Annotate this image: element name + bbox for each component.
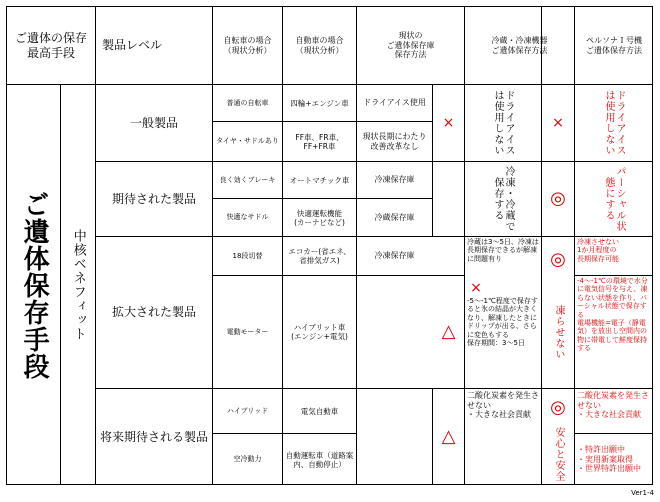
header-persona-method: ペルソナＩ号機 ご遺体保存方法 [586, 35, 642, 55]
car-row-6: ハイブリット車 (エンジン+電気) [291, 323, 348, 341]
bicycle-row-6: 電動モーター [226, 327, 269, 336]
car-row-8: 自動運転車（道路案 内、自動停止） [285, 450, 354, 469]
header-cooler-method: 冷蔵・冷凍機器 ご遺体保存方法 [491, 35, 548, 55]
level-potential: 将来期待される製品 [100, 429, 208, 444]
cooler-augmented-cross-icon: × [470, 279, 482, 296]
bicycle-row-8: 空冷動力 [233, 455, 262, 464]
cooler-augmented-triangle-icon: △ [441, 321, 456, 343]
persona-augmented-text-2: -4～-1℃の環境で水分に電気信号を与え、凍らない状態を作り、パーシャル状態で保存する 電場機能=電子（静電気）を放出し空間内の物に帯電して鮮度保持する [577, 277, 648, 353]
persona-augmented-vertical: 凍らせない [553, 304, 564, 360]
cooler-potential-triangle-icon: △ [441, 426, 456, 448]
cooler-augmented-text: 冷蔵は3～5日、冷凍は長期保存できるが解凍に問題有り [467, 238, 539, 263]
header-max-method: ご遺体の保存 最高手段 [14, 31, 87, 60]
version-label: Ver1-4 [631, 489, 654, 498]
car-row-4: 快適運転機能 (カーナビなど) [294, 208, 345, 227]
header-car: 自動車の場合 （現状分析） [295, 35, 344, 55]
level-expected: 期待された製品 [111, 191, 196, 206]
cooler-potential-text: 二酸化炭素を発生させない ・大きな社会貢献 [467, 391, 539, 420]
bicycle-row-4: 快適なサドル [226, 213, 269, 222]
sub-label: 中核ベネフィット [70, 229, 86, 341]
persona-potential-text-1: 二酸化炭素を発生させない ・大きな社会貢献 [577, 391, 649, 420]
persona-augmented-text-1: 冷凍させない 1か月程度の 長期保存可能 [577, 238, 619, 263]
cooler-augmented-detail: -5～-1℃程度で保存すると氷の結晶が大きくなり、解凍したときにドリップが出る、さらに変色もする 保存期間：3～5日 [467, 297, 538, 347]
cooler-general-text: ドライアイスは使用しない [492, 90, 514, 156]
current-row-2: 現状長期にわたり 改善改革なし [362, 131, 427, 151]
persona-general-cross-icon: × [552, 114, 564, 131]
bicycle-row-2: タイヤ・サドルあり [216, 137, 279, 146]
persona-potential-text-2: ・特許出願中 ・実用新案取得 ・世界特許出願中 [577, 445, 641, 474]
persona-augmented-double-circle-icon: ◎ [550, 249, 566, 271]
car-row-7: 電気自動車 [300, 406, 339, 416]
level-general: 一般製品 [129, 115, 178, 130]
car-row-2: FF車、FR車、 FF+FR車 [295, 132, 344, 151]
bicycle-row-7: ハイブリッド [226, 406, 269, 415]
persona-expected-text: パーシャル状態にする [603, 166, 625, 232]
bicycle-row-1: 普通の自転車 [226, 98, 269, 107]
persona-potential-vertical: 安心と安全 [553, 426, 564, 482]
car-row-3: オートマチック車 [289, 175, 350, 185]
header-product-level: 製品レベル [102, 38, 163, 53]
bicycle-row-5: 18段切替 [232, 251, 263, 260]
car-row-5: エコカー(省エネ、 省排気ガス) [288, 247, 351, 265]
level-augmented: 拡大された製品 [111, 305, 196, 320]
current-row-3: 冷凍保存庫 [374, 175, 415, 185]
bicycle-row-3: 良く効くブレーキ [219, 175, 276, 184]
persona-potential-double-circle-icon: ◎ [550, 397, 566, 419]
main-label: ご遺体保存手段 [19, 190, 50, 380]
persona-general-text: ドライアイスは使用しない [603, 90, 625, 156]
car-row-1: 四輪+エンジン車 [290, 98, 349, 108]
header-current-method: 現状の ご遺体保存庫 保存方法 [386, 31, 435, 60]
current-row-4: 冷蔵保存庫 [374, 212, 415, 222]
persona-expected-double-circle-icon: ◎ [550, 188, 566, 210]
cooler-general-cross-icon: × [442, 114, 455, 131]
current-row-1: ドライアイス使用 [363, 98, 426, 108]
current-row-5: 冷凍保存庫 [374, 251, 415, 261]
header-bicycle: 自転車の場合 （現状分析） [223, 35, 272, 55]
cooler-expected-text: 冷凍・冷蔵で保存する [492, 166, 514, 232]
